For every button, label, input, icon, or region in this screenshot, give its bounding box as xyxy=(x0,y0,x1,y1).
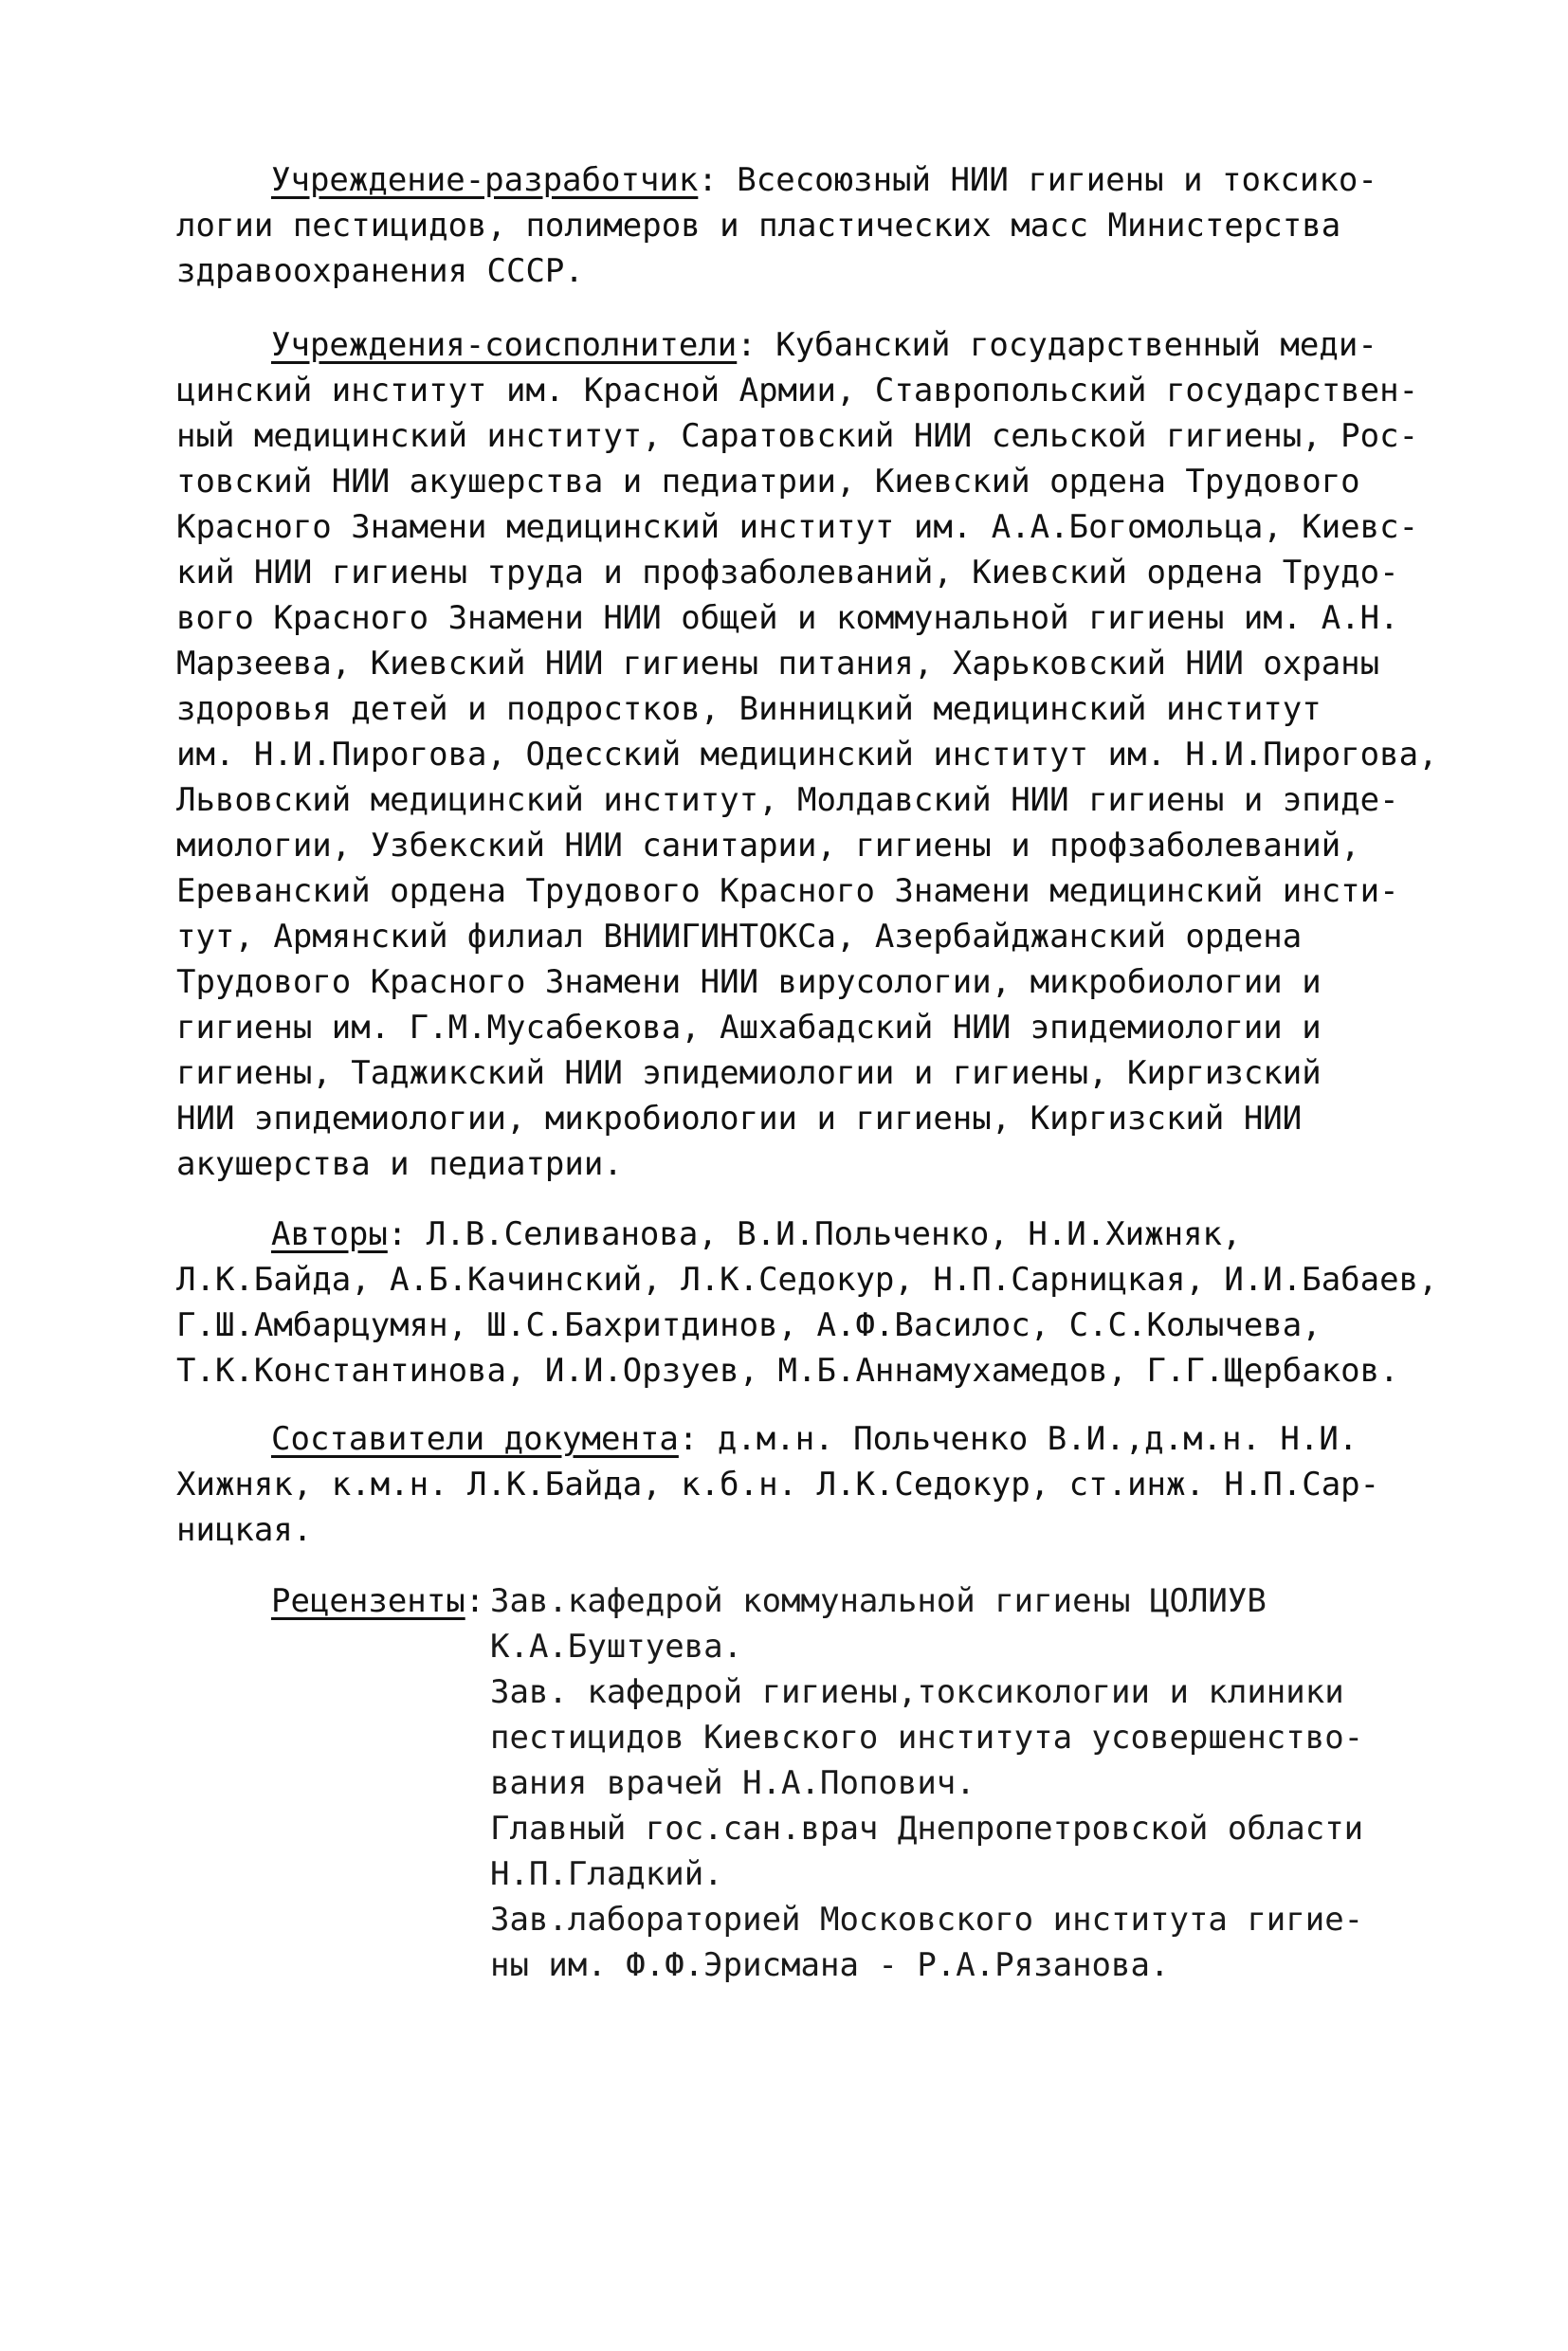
coexecutors-text-line: товский НИИ акушерства и педиатрии, Киевский ордена Трудового xyxy=(176,463,1360,501)
developer-text-line: : Всесоюзный НИИ гигиены и токсико- xyxy=(698,161,1377,199)
coexecutors-text-line: Ереванский ордена Трудового Красного Знамени медицинский инсти- xyxy=(176,872,1399,910)
coexecutors-text-line: миологии, Узбекский НИИ санитарии, гигиены и профзаболеваний, xyxy=(176,827,1360,865)
coexecutors-label: Учреждения-соисполнители xyxy=(271,326,738,364)
coexecutors-text-line: акушерства и педиатрии. xyxy=(176,1145,623,1183)
authors-label: Авторы xyxy=(271,1215,388,1253)
authors-text-line: Л.К.Байда, А.Б.Качинский, Л.К.Седокур, Н.П.Сарницкая, И.И.Бабаев, xyxy=(176,1261,1438,1299)
coexecutors-text-line: Львовский медицинский институт, Молдавский НИИ гигиены и эпиде- xyxy=(176,781,1399,819)
authors-text-line: Г.Ш.Амбарцумян, Ш.С.Бахритдинов, А.Ф.Василос, С.С.Колычева, xyxy=(176,1306,1322,1344)
coexecutors-section xyxy=(176,322,1438,1187)
coexecutors-text-line: Трудового Красного Знамени НИИ вирусологии, микробиологии и xyxy=(176,963,1322,1001)
coexecutors-text-line: Марзеева, Киевский НИИ гигиены питания, Харьковский НИИ охраны xyxy=(176,645,1380,683)
coexecutors-text-line: вого Красного Знамени НИИ общей и коммунальной гигиены им. А.Н. xyxy=(176,599,1399,637)
developer-first-line xyxy=(176,157,1390,203)
authors-text-line: Т.К.Константинова, И.И.Орзуев, М.Б.Аннамухамедов, Г.Г.Щербаков. xyxy=(176,1352,1399,1390)
reviewers-section xyxy=(176,1578,1390,1988)
coexecutors-text-line: НИИ эпидемиологии, микробиологии и гигиены, Киргизский НИИ xyxy=(176,1100,1303,1138)
developer-text-line: здравоохранения СССР. xyxy=(176,252,584,290)
reviewer-line: пестицидов Киевского института усовершенство- xyxy=(490,1719,1364,1757)
coexecutors-text-line: Красного Знамени медицинский институт им. А.А.Богомольца, Киевс- xyxy=(176,508,1419,546)
reviewer-line: Главный гос.сан.врач Днепропетровской области xyxy=(490,1810,1364,1848)
reviewer-line: ны им. Ф.Ф.Эрисмана - Р.А.Рязанова. xyxy=(490,1946,1170,1984)
reviewers-block xyxy=(176,1578,1390,1988)
reviewer-line: Зав. кафедрой гигиены,токсикологии и клиники xyxy=(490,1673,1344,1711)
reviewers-list xyxy=(490,1578,1390,1988)
coexecutors-text-line: цинский институт им. Красной Армии, Ставропольский государствен- xyxy=(176,372,1419,410)
authors-text-line: : Л.В.Селиванова, В.И.Польченко, Н.И.Хижняк, xyxy=(387,1215,1242,1253)
developer-label: Учреждение-разработчик xyxy=(271,161,699,199)
coexecutors-first-line xyxy=(176,322,1390,368)
coexecutors-text-line: гигиены им. Г.М.Мусабекова, Ашхабадский НИИ эпидемиологии и xyxy=(176,1009,1322,1047)
reviewers-colon: : xyxy=(465,1582,485,1620)
coexecutors-text-line: : Кубанский государственный меди- xyxy=(737,326,1377,364)
coexecutors-text-line: гигиены, Таджикский НИИ эпидемиологии и гигиены, Киргизский xyxy=(176,1054,1322,1092)
authors-section xyxy=(176,1212,1438,1394)
coexecutors-text-line: ный медицинский институт, Саратовский НИИ сельской гигиены, Рос- xyxy=(176,417,1419,455)
compilers-text-line: Хижняк, к.м.н. Л.К.Байда, к.б.н. Л.К.Седокур, ст.инж. Н.П.Сар- xyxy=(176,1466,1380,1504)
reviewers-label: Рецензенты xyxy=(271,1582,465,1620)
compilers-text-line: : д.м.н. Польченко В.И.,д.м.н. Н.И. xyxy=(678,1420,1358,1458)
reviewer-line: Зав.лабораторией Московского института гигие- xyxy=(490,1901,1364,1939)
coexecutors-text-line: кий НИИ гигиены труда и профзаболеваний, Киевский ордена Трудо- xyxy=(176,554,1399,592)
compilers-text-line: ницкая. xyxy=(176,1511,313,1549)
reviewers-heading xyxy=(271,1578,484,1624)
reviewer-line: вания врачей Н.А.Попович. xyxy=(490,1764,975,1802)
compilers-section xyxy=(176,1416,1390,1553)
reviewer-line: Зав.кафедрой коммунальной гигиены ЦОЛИУВ xyxy=(490,1582,1267,1620)
developer-text-line: логии пестицидов, полимеров и пластических масс Министерства xyxy=(176,207,1341,245)
reviewer-line: К.А.Буштуева. xyxy=(490,1628,743,1666)
developer-section xyxy=(176,157,1390,294)
coexecutors-text-line: тут, Армянский филиал ВНИИГИНТОКСа, Азербайджанский ордена xyxy=(176,918,1303,956)
coexecutors-text-line: здоровья детей и подростков, Винницкий медицинский институт xyxy=(176,690,1322,728)
compilers-label: Составители документа xyxy=(271,1420,679,1458)
compilers-first-line xyxy=(176,1416,1390,1462)
reviewer-line: Н.П.Гладкий. xyxy=(490,1855,723,1893)
authors-first-line xyxy=(176,1212,1390,1257)
coexecutors-text-line: им. Н.И.Пирогова, Одесский медицинский институт им. Н.И.Пирогова, xyxy=(176,736,1438,774)
